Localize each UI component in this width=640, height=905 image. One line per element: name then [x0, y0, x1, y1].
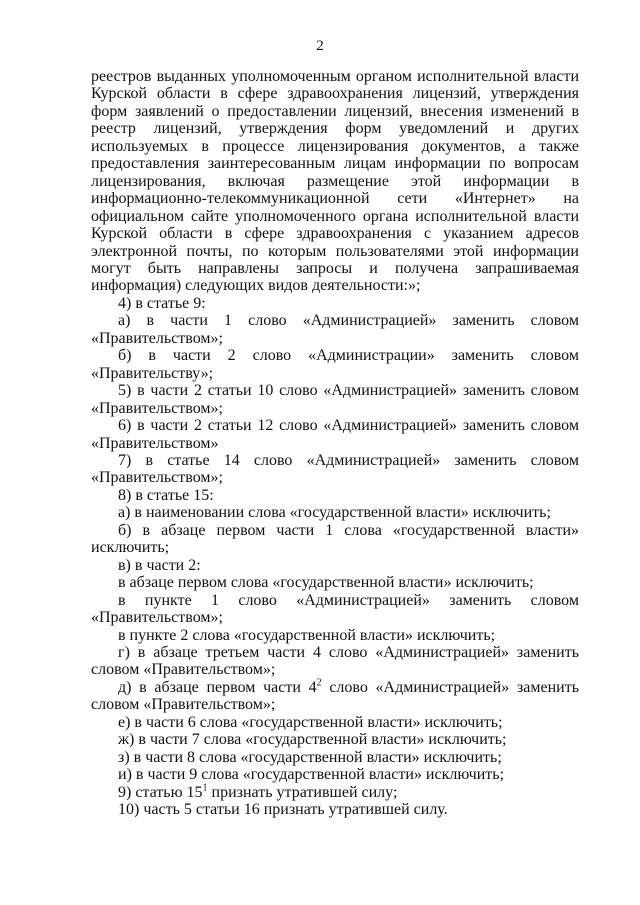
- item-4a: а) в части 1 слово «Администрацией» заменить словом «Правительством»;: [91, 312, 579, 347]
- item-8b: б) в абзаце первом части 1 слова «государственной власти» исключить;: [91, 521, 579, 557]
- item-8d-superscript: 2: [316, 677, 322, 689]
- item-8a: а) в наименовании слова «государственной власти» исключить;: [118, 504, 551, 522]
- item-8e: е) в части 6 слова «государственной власти» исключить;: [118, 713, 503, 731]
- item-8d-after: слово «Администрацией» заменить словом «Правительством»;: [91, 678, 579, 714]
- item-6: 6) в части 2 статьи 12 слово «Администрацией» заменить словом «Правительством»: [91, 417, 579, 452]
- item-9-before: 9) статью 15: [118, 783, 203, 801]
- page-number: 2: [316, 38, 324, 54]
- item-10: 10) часть 5 статьи 16 признать утратившей силу.: [118, 801, 448, 819]
- item-8zh: ж) в части 7 слова «государственной власти» исключить;: [118, 731, 507, 749]
- document-body: [91, 68, 579, 818]
- item-4-art9: 4) в статье 9:: [118, 294, 206, 312]
- continuation-paragraph: реестров выданных уполномоченным органом исполнительной власти Курской области в сфере здравоохранения лицензий, утверждения форм заявлений о предоставлении лицензий, внесения изменений в реестр лицензий, утверждения форм уведомлений и других используемых в процессе лицензирования документов, а также предоставления заинтересованным лицам информации по вопросам лицензирования, включая размещение этой информации в информационно-телекоммуникационной сети «Интернет» на официальном сайте уполномоченного органа исполнительной власти Курской области в сфере здравоохранения с указанием адресов электронной почты, по которым пользователями этой информации могут быть направлены запросы и получена запрашиваемая информация) следующих видов деятельности:»;: [91, 68, 579, 295]
- item-9-superscript: 1: [202, 782, 208, 794]
- item-7: 7) в статье 14 слово «Администрацией» заменить словом «Правительством»;: [91, 451, 579, 487]
- item-4b: б) в части 2 слово «Администрации» заменить словом «Правительству»;: [91, 347, 579, 382]
- item-8d: [91, 679, 579, 714]
- item-8-art15: 8) в статье 15:: [118, 486, 214, 504]
- item-9: [91, 784, 579, 801]
- item-8z: з) в части 8 слова «государственной власти» исключить;: [118, 748, 502, 766]
- item-8v-point2: в пункте 2 слова «государственной власти» исключить;: [118, 626, 496, 644]
- item-8d-before: д) в абзаце первом части 4: [118, 678, 317, 696]
- item-8v-point1: в пункте 1 слово «Администрацией» заменить словом «Правительством»;: [91, 591, 579, 627]
- item-8v-para1: в абзаце первом слова «государственной власти» исключить;: [118, 574, 534, 592]
- item-8i: и) в части 9 слова «государственной власти» исключить;: [118, 766, 505, 784]
- item-9-after: признать утратившей силу;: [207, 783, 398, 801]
- item-8v: в) в части 2:: [118, 556, 201, 574]
- item-8g: г) в абзаце третьем части 4 слово «Администрацией» заменить словом «Правительством»;: [91, 643, 579, 679]
- item-5: 5) в части 2 статьи 10 слово «Администрацией» заменить словом «Правительством»;: [91, 382, 579, 417]
